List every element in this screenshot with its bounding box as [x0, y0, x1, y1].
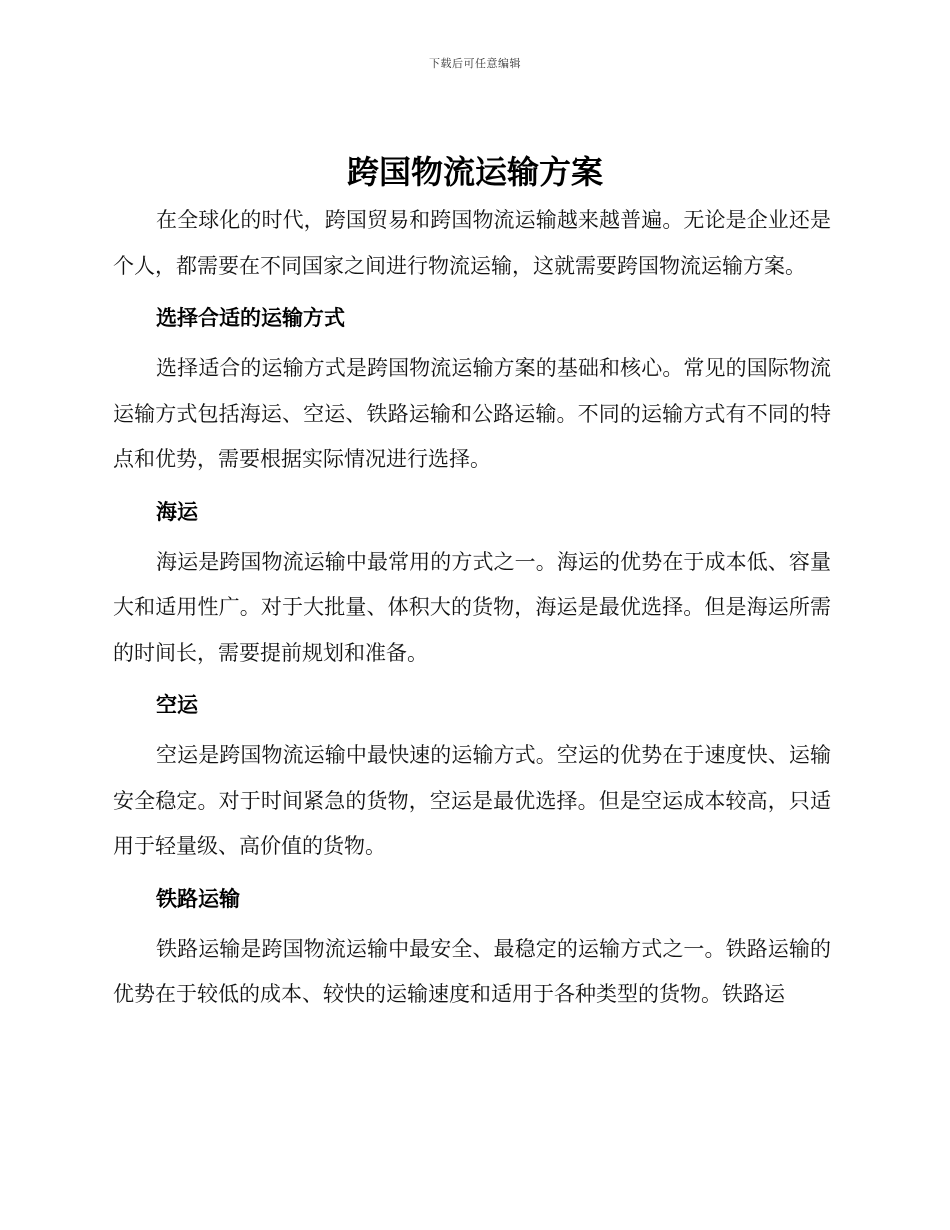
header-note: 下载后可任意编辑	[429, 57, 521, 70]
section-paragraph-rail-transport: 铁路运输是跨国物流运输中最安全、最稳定的运输方式之一。铁路运输的优势在于较低的成本、较快的运输速度和适用于各种类型的货物。铁路运	[113, 936, 831, 1006]
section-heading-air-freight: 空运	[156, 693, 198, 717]
section-paragraph-sea-freight: 海运是跨国物流运输中最常用的方式之一。海运的优势在于成本低、容量大和适用性广。对于大批量、体积大的货物，海运是最优选择。但是海运所需的时间长，需要提前规划和准备。	[113, 549, 831, 665]
section-heading-sea-freight: 海运	[156, 499, 198, 524]
section-paragraph-transport-mode: 选择适合的运输方式是跨国物流运输方案的基础和核心。常见的国际物流运输方式包括海运、空运、铁路运输和公路运输。不同的运输方式有不同的特点和优势，需要根据实际情况进行选择。	[113, 356, 831, 471]
section-heading-rail-transport: 铁路运输	[156, 886, 240, 911]
document-body	[113, 198, 831, 1018]
section-heading-transport-mode: 选择合适的运输方式	[156, 306, 345, 330]
document-title: 跨国物流运输方案	[346, 153, 603, 191]
intro-paragraph: 在全球化的时代，跨国贸易和跨国物流运输越来越普遍。无论是企业还是个人，都需要在不同国家之间进行物流运输，这就需要跨国物流运输方案。	[113, 208, 831, 278]
section-paragraph-air-freight: 空运是跨国物流运输中最快速的运输方式。空运的优势在于速度快、运输安全稳定。对于时间紧急的货物，空运是最优选择。但是空运成本较高，只适用于轻量级、高价值的货物。	[113, 743, 831, 858]
